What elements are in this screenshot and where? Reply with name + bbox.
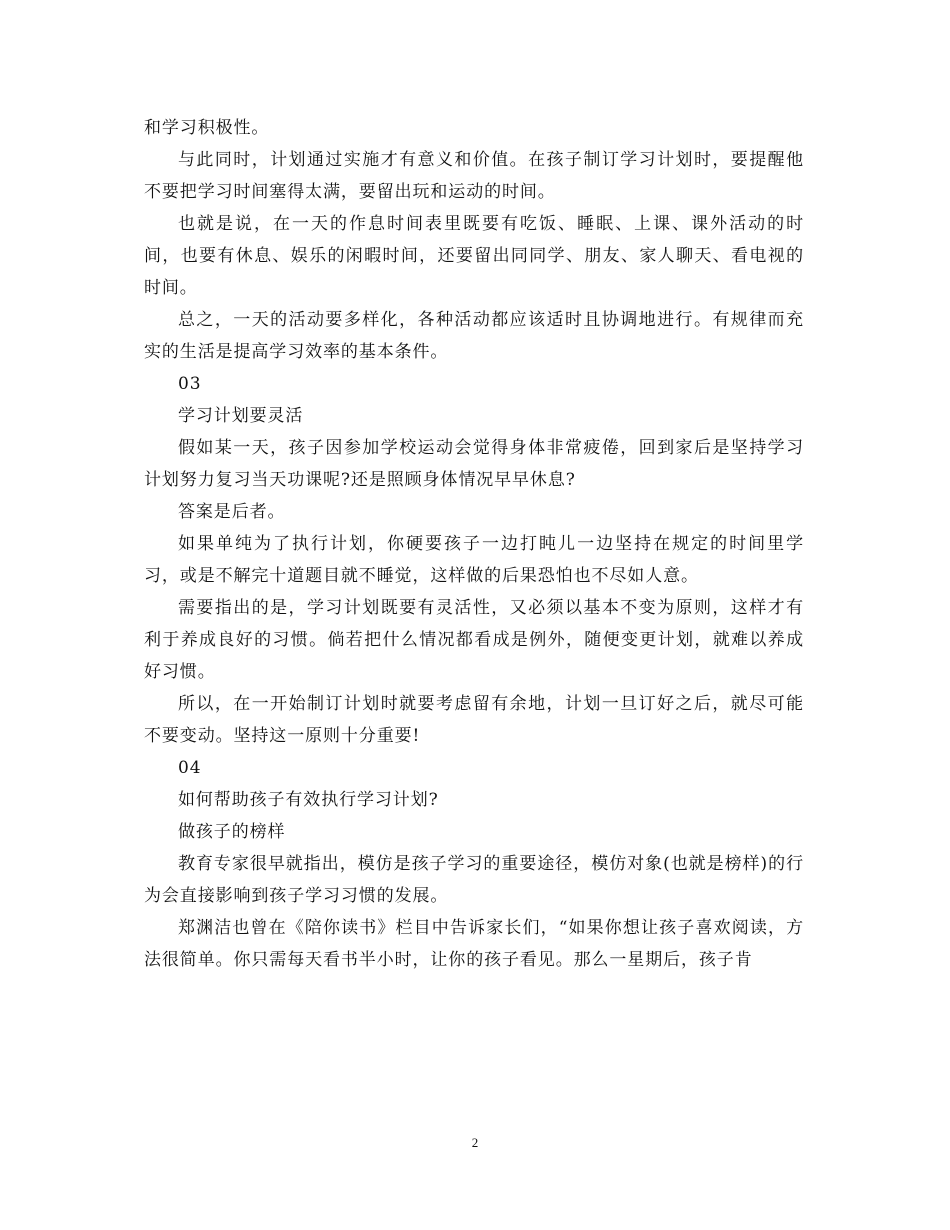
paragraph: 答案是后者。 — [178, 502, 286, 522]
paragraph: 所以，在一开始制订计划时就要考虑留有余地，计划一旦订好之后，就尽可能不要变动。坚持这一原则十分重要! — [144, 694, 804, 746]
subsection-heading: 做孩子的榜样 — [178, 822, 286, 842]
paragraph: 与此同时，计划通过实施才有意义和价值。在孩子制订学习计划时，要提醒他不要把学习时间塞得太满，要留出玩和运动的时间。 — [144, 150, 804, 202]
section-heading: 如何帮助孩子有效执行学习计划? — [178, 790, 439, 810]
paragraph: 教育专家很早就指出，模仿是孩子学习的重要途径，模仿对象(也就是榜样)的行为会直接影响到孩子学习习惯的发展。 — [144, 854, 804, 906]
paragraph: 如果单纯为了执行计划，你硬要孩子一边打盹儿一边坚持在规定的时间里学习，或是不解完十道题目就不睡觉，这样做的后果恐怕也不尽如人意。 — [144, 534, 804, 586]
page-content — [144, 112, 804, 976]
paragraph: 和学习积极性。 — [144, 118, 270, 138]
paragraph: 假如某一天，孩子因参加学校运动会觉得身体非常疲倦，回到家后是坚持学习计划努力复习当天功课呢?还是照顾身体情况早早休息? — [144, 438, 804, 490]
section-heading: 学习计划要灵活 — [178, 406, 304, 426]
section-number: 04 — [178, 758, 202, 778]
paragraph: 郑渊洁也曾在《陪你读书》栏目中告诉家长们，“如果你想让孩子喜欢阅读，方法很简单。你只需每天看书半小时，让你的孩子看见。那么一星期后，孩子肯 — [144, 918, 804, 970]
section-number: 03 — [178, 374, 202, 394]
paragraph: 也就是说，在一天的作息时间表里既要有吃饭、睡眠、上课、课外活动的时间，也要有休息、娱乐的闲暇时间，还要留出同同学、朋友、家人聊天、看电视的时间。 — [144, 214, 804, 298]
page-number: 2 — [471, 1135, 479, 1150]
paragraph: 总之，一天的活动要多样化，各种活动都应该适时且协调地进行。有规律而充实的生活是提高学习效率的基本条件。 — [144, 310, 804, 362]
paragraph: 需要指出的是，学习计划既要有灵活性，又必须以基本不变为原则，这样才有利于养成良好的习惯。倘若把什么情况都看成是例外，随便变更计划，就难以养成好习惯。 — [144, 598, 804, 682]
